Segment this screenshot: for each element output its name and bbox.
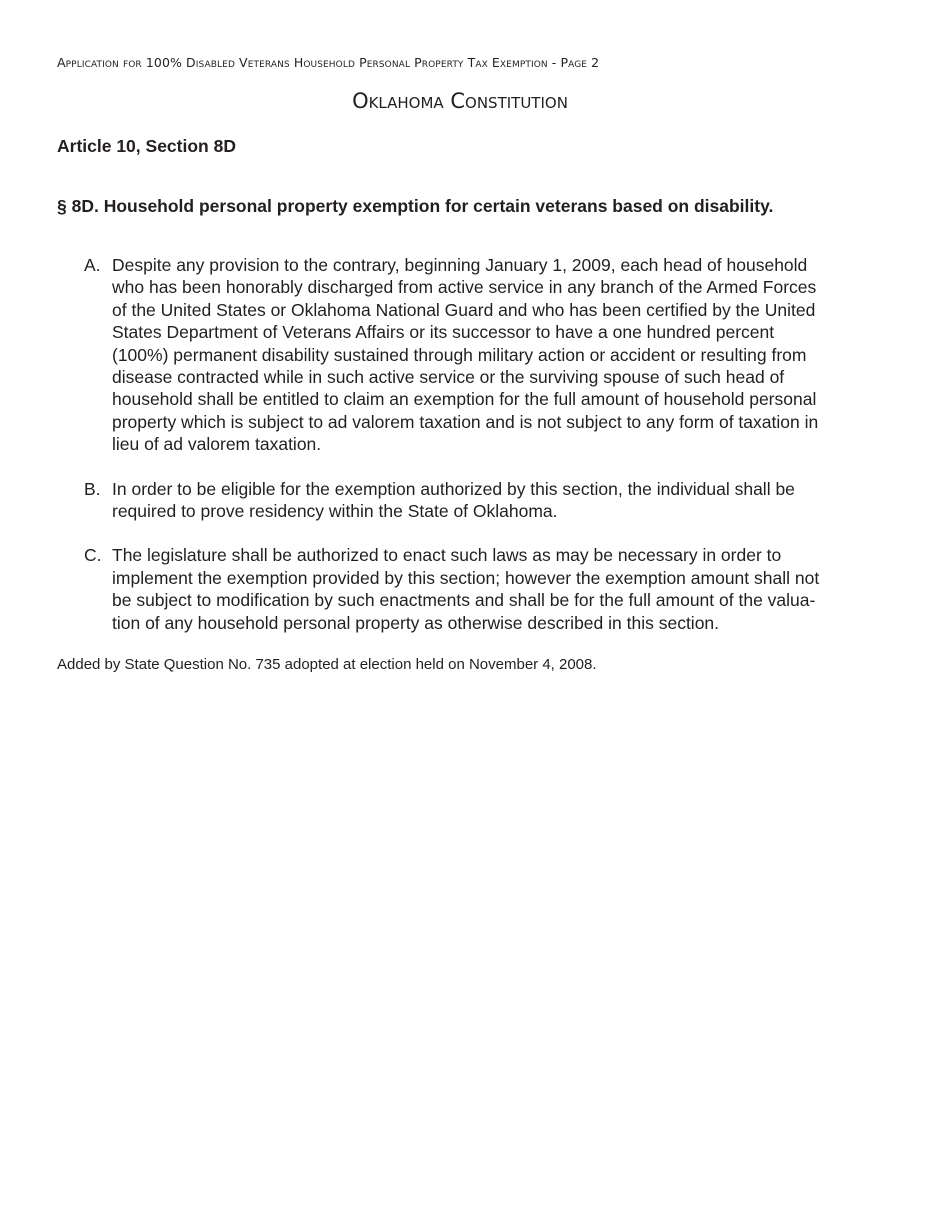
clause-text: In order to be eligible for the exemption authorized by this section, the individual shall be required to prove residency within the State of Oklahoma. xyxy=(112,478,795,522)
clause-list xyxy=(84,254,870,656)
clause-letter: C. xyxy=(84,545,102,566)
clause-a xyxy=(84,254,870,456)
clause-letter: B. xyxy=(84,478,101,499)
document-title: Oklahoma Constitution xyxy=(352,89,568,113)
amendment-note: Added by State Question No. 735 adopted at election held on November 4, 2008. xyxy=(57,656,597,673)
clause-b xyxy=(84,478,870,523)
running-header: Application for 100% Disabled Veterans Household Personal Property Tax Exemption - Page 2 xyxy=(57,55,600,70)
clause-letter: A. xyxy=(84,255,101,275)
clause-text: Despite any provision to the contrary, beginning January 1, 2009, each head of household who has been honorably discharged from active service in any branch of the Armed Forces of the United States or Oklahoma National Guard and who has been certified by the United States Department of Veterans Affairs or its successor to have a one hundred percent (100%) permanent disability sustained through military action or accident or resulting from disease contracted while in such active service or the surviving spouse of such head of household shall be entitled to claim an exemption for the full amount of household personal property which is subject to ad valorem taxation and is not subject to any form of taxation in lieu of ad valorem taxation. xyxy=(112,255,819,455)
clause-c xyxy=(84,544,870,634)
section-heading: § 8D. Household personal property exemption for certain veterans based on disability. xyxy=(57,196,774,216)
clause-text: The legislature shall be authorized to enact such laws as may be necessary in order to implement the exemption provided by this section; however the exemption amount shall not be subject to modification by such enactments and shall be for the full amount of the valua- tion of any household personal property as otherwise described in this section. xyxy=(112,545,820,633)
article-heading: Article 10, Section 8D xyxy=(57,136,236,156)
